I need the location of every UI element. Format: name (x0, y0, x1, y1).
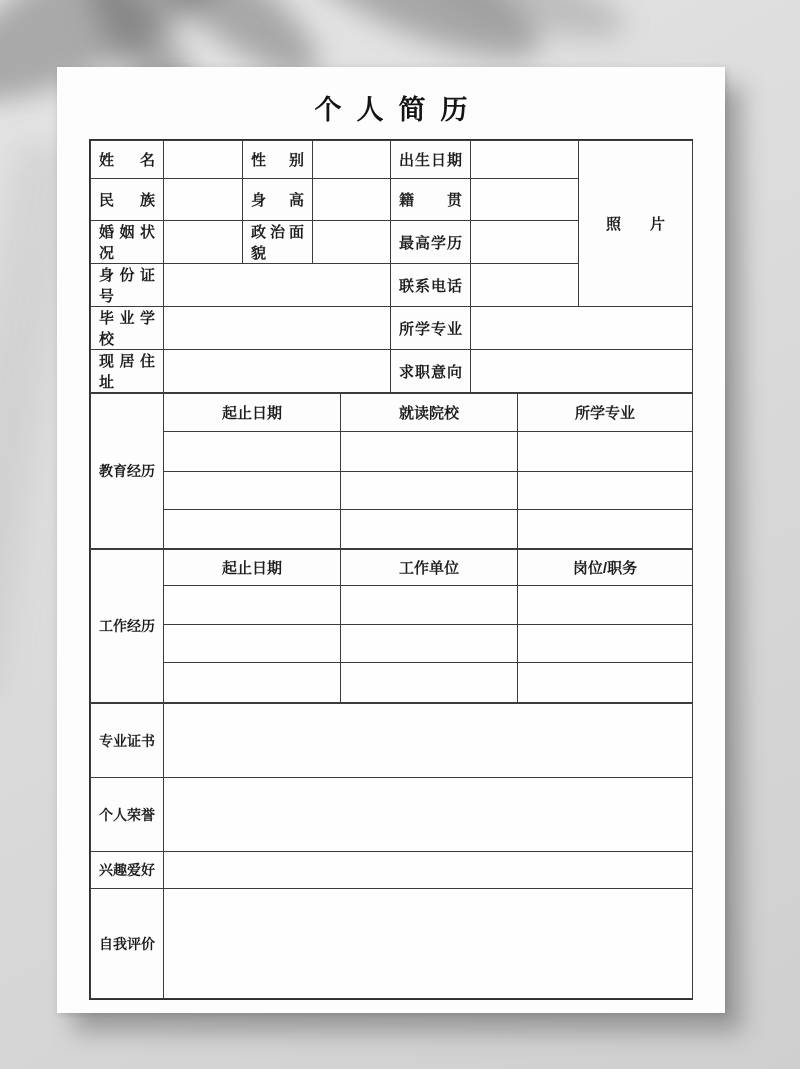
education-date-range-header: 起止日期 (164, 394, 341, 432)
misc-sections-table (90, 703, 693, 999)
marital-status-label: 婚姻状况 (91, 221, 164, 264)
photo-placeholder[interactable]: 照 片 (579, 141, 693, 307)
work-row1-company-cell[interactable] (341, 586, 518, 625)
graduate-school-label: 毕业学校 (91, 307, 164, 350)
major-value-cell[interactable] (471, 307, 693, 350)
work-history-table (90, 549, 693, 703)
work-row3-company-cell[interactable] (341, 663, 518, 703)
certificates-content-cell[interactable] (164, 704, 693, 778)
education-row2-major-cell[interactable] (518, 472, 693, 510)
political-status-label: 政治面貌 (243, 221, 313, 264)
work-company-header: 工作单位 (341, 550, 518, 586)
self-evaluation-label: 自我评价 (91, 889, 164, 999)
work-row1-date-cell[interactable] (164, 586, 341, 625)
hobbies-label: 兴趣爱好 (91, 852, 164, 889)
work-row2-company-cell[interactable] (341, 625, 518, 663)
birth-date-value-cell[interactable] (471, 141, 579, 179)
id-number-value-cell[interactable] (164, 264, 391, 307)
graduate-school-value-cell[interactable] (164, 307, 391, 350)
work-row2-position-cell[interactable] (518, 625, 693, 663)
height-value-cell[interactable] (313, 179, 391, 221)
education-section-label: 教育经历 (91, 394, 164, 549)
job-intention-value-cell[interactable] (471, 350, 693, 393)
major-label: 所学专业 (391, 307, 471, 350)
work-row3-position-cell[interactable] (518, 663, 693, 703)
name-value-cell[interactable] (164, 141, 243, 179)
political-status-value-cell[interactable] (313, 221, 391, 264)
resume-form (89, 139, 693, 1000)
honors-content-cell[interactable] (164, 778, 693, 852)
gender-label: 性 别 (243, 141, 313, 179)
education-row3-major-cell[interactable] (518, 510, 693, 549)
current-address-label: 现居住址 (91, 350, 164, 393)
current-address-value-cell[interactable] (164, 350, 391, 393)
work-row3-date-cell[interactable] (164, 663, 341, 703)
education-row2-date-cell[interactable] (164, 472, 341, 510)
work-position-header: 岗位/职务 (518, 550, 693, 586)
resume-paper (57, 67, 725, 1013)
work-row2-date-cell[interactable] (164, 625, 341, 663)
education-row3-date-cell[interactable] (164, 510, 341, 549)
education-row1-school-cell[interactable] (341, 432, 518, 472)
education-row1-date-cell[interactable] (164, 432, 341, 472)
marital-status-value-cell[interactable] (164, 221, 243, 264)
work-date-range-header: 起止日期 (164, 550, 341, 586)
education-row1-major-cell[interactable] (518, 432, 693, 472)
ethnicity-label: 民 族 (91, 179, 164, 221)
work-section-label: 工作经历 (91, 550, 164, 703)
education-major-header: 所学专业 (518, 394, 693, 432)
self-evaluation-content-cell[interactable] (164, 889, 693, 999)
education-school-header: 就读院校 (341, 394, 518, 432)
name-label: 姓 名 (91, 141, 164, 179)
phone-value-cell[interactable] (471, 264, 579, 307)
hobbies-content-cell[interactable] (164, 852, 693, 889)
personal-info-table (90, 140, 693, 393)
page-title: 个人简历 (314, 95, 483, 125)
native-place-value-cell[interactable] (471, 179, 579, 221)
gender-value-cell[interactable] (313, 141, 391, 179)
honors-label: 个人荣誉 (91, 778, 164, 852)
work-row1-position-cell[interactable] (518, 586, 693, 625)
ethnicity-value-cell[interactable] (164, 179, 243, 221)
certificates-label: 专业证书 (91, 704, 164, 778)
native-place-label: 籍 贯 (391, 179, 471, 221)
highest-education-value-cell[interactable] (471, 221, 579, 264)
highest-education-label: 最高学历 (391, 221, 471, 264)
phone-label: 联系电话 (391, 264, 471, 307)
height-label: 身 高 (243, 179, 313, 221)
education-row2-school-cell[interactable] (341, 472, 518, 510)
job-intention-label: 求职意向 (391, 350, 471, 393)
education-history-table (90, 393, 693, 549)
birth-date-label: 出生日期 (391, 141, 471, 179)
education-row3-school-cell[interactable] (341, 510, 518, 549)
id-number-label: 身份证号 (91, 264, 164, 307)
